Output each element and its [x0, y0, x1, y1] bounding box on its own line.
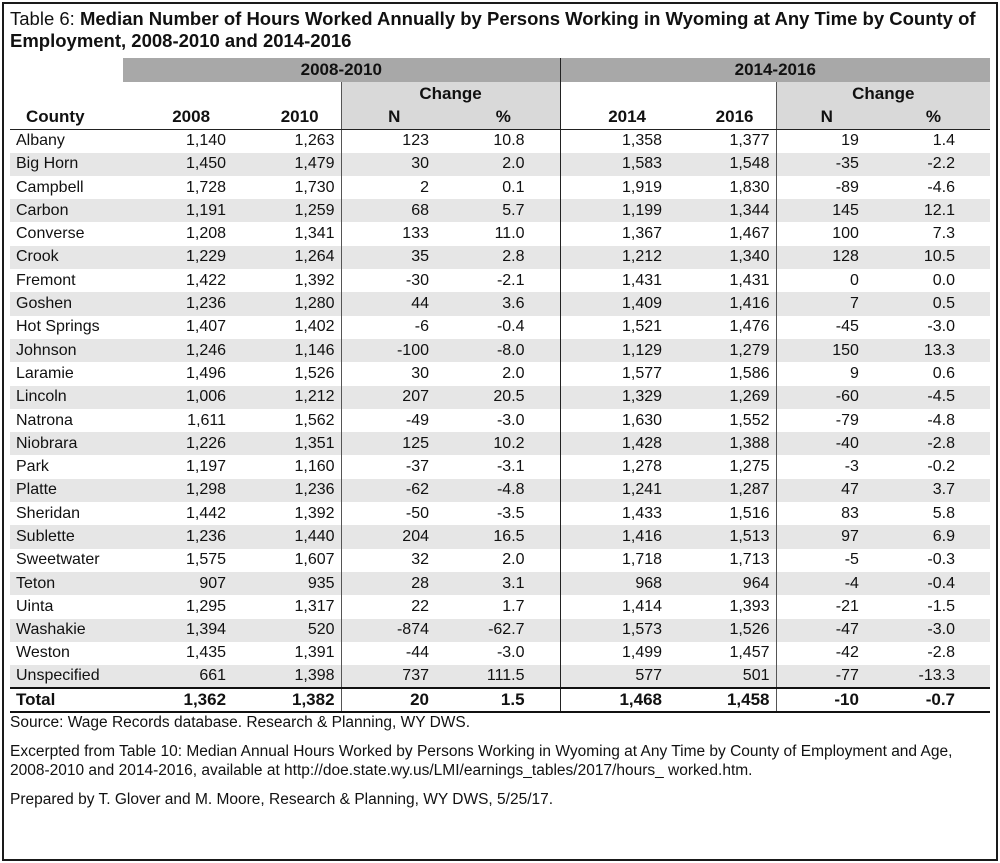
column-header-pct-2: % — [877, 105, 990, 129]
change-n-cell: 7 — [776, 292, 877, 315]
change-n-cell: 44 — [341, 292, 447, 315]
change-pct-cell: 0.1 — [502, 178, 525, 196]
county-cell: Johnson — [10, 339, 123, 362]
change-n-cell: -874 — [341, 619, 447, 642]
county-cell: Uinta — [16, 597, 54, 615]
value-2010-cell: 1,392 — [294, 504, 335, 522]
change-n-cell: -30 — [341, 269, 447, 292]
value-2014-cell: 1,416 — [560, 525, 668, 548]
county-cell: Albany — [16, 132, 65, 150]
column-header-2016: 2016 — [668, 105, 776, 129]
county-cell: Natrona — [16, 411, 73, 429]
value-2016-cell: 1,513 — [668, 525, 776, 548]
change-pct-cell: -1.5 — [927, 597, 955, 615]
change-pct-cell: -0.2 — [927, 458, 955, 476]
change-n-cell: -62 — [341, 479, 447, 502]
change-pct-cell: -3.0 — [496, 644, 525, 662]
value-2010-cell: 1,317 — [294, 597, 335, 615]
change-n-cell: 30 — [341, 362, 447, 385]
county-cell: Fremont — [16, 271, 76, 289]
change-pct-cell: -4.6 — [927, 178, 955, 196]
value-2016-cell: 1,526 — [668, 619, 776, 642]
county-cell: Platte — [10, 479, 123, 502]
value-2016-cell: 1,431 — [729, 271, 770, 289]
change-n-cell: -44 — [341, 642, 447, 665]
value-2010-cell: 1,402 — [294, 318, 335, 336]
column-header-2008: 2008 — [123, 105, 232, 129]
value-2008-cell: 1,229 — [123, 246, 232, 269]
change-pct-cell: -2.8 — [877, 432, 990, 455]
change-n-cell: -35 — [776, 153, 877, 176]
change-n-cell: 123 — [341, 129, 447, 152]
change-n-cell: 150 — [776, 339, 877, 362]
value-2016-cell: 1,458 — [668, 688, 776, 711]
county-cell: Niobrara — [10, 432, 123, 455]
change-n-cell: 133 — [341, 222, 447, 245]
table-row — [10, 362, 990, 385]
table-row — [10, 246, 990, 269]
table-row — [10, 665, 990, 688]
county-cell: Carbon — [10, 199, 123, 222]
change-pct-cell: -4.5 — [877, 386, 990, 409]
value-2014-cell: 968 — [560, 572, 668, 595]
change-n-cell: 35 — [341, 246, 447, 269]
value-2010-cell: 1,146 — [232, 339, 341, 362]
value-2016-cell: 1,552 — [729, 411, 770, 429]
value-2014-cell: 1,499 — [560, 642, 668, 665]
value-2010-cell: 1,264 — [232, 246, 341, 269]
change-n-cell: 30 — [341, 153, 447, 176]
county-cell: Converse — [16, 225, 85, 243]
change-pct-cell: -3.0 — [496, 411, 525, 429]
period-header-2008-2010: 2008-2010 — [123, 58, 560, 82]
value-2014-cell: 1,212 — [560, 246, 668, 269]
value-2014-cell: 577 — [560, 665, 668, 688]
value-2014-cell: 1,521 — [560, 316, 668, 339]
value-2008-cell: 1,236 — [123, 292, 232, 315]
change-n-cell: 68 — [341, 199, 447, 222]
value-2008-cell: 1,496 — [185, 364, 227, 382]
value-2016-cell: 1,548 — [668, 153, 776, 176]
value-2010-cell: 1,263 — [294, 132, 335, 150]
blank-header-cell — [560, 82, 668, 105]
value-2016-cell: 1,586 — [729, 364, 770, 382]
change-n-cell: -5 — [776, 549, 877, 572]
change-pct-cell: 3.7 — [877, 479, 990, 502]
change-header-2: Change — [776, 82, 990, 105]
table-row — [10, 199, 990, 222]
value-2008-cell: 1,575 — [185, 551, 227, 569]
table-row — [10, 316, 990, 339]
value-2014-cell: 1,199 — [560, 199, 668, 222]
value-2014-cell: 1,329 — [560, 386, 668, 409]
value-2010-cell: 1,730 — [294, 178, 335, 196]
change-n-cell: -42 — [776, 642, 877, 665]
change-pct-cell: 16.5 — [447, 525, 560, 548]
table-row — [10, 339, 990, 362]
blank-header-cell — [10, 58, 123, 82]
blank-header-cell — [668, 82, 776, 105]
county-cell: Hot Springs — [16, 318, 100, 336]
value-2008-cell: 1,394 — [123, 619, 232, 642]
change-pct-cell: -3.0 — [927, 318, 955, 336]
value-2016-cell: 1,275 — [729, 458, 770, 476]
table-title — [10, 8, 990, 52]
change-pct-cell: -3.1 — [496, 458, 525, 476]
value-2014-cell: 1,367 — [560, 222, 668, 245]
value-2010-cell: 1,391 — [294, 644, 335, 662]
value-2008-cell: 1,298 — [123, 479, 232, 502]
value-2010-cell: 1,398 — [232, 665, 341, 688]
value-2008-cell: 1,611 — [187, 411, 227, 429]
value-2016-cell: 1,467 — [729, 225, 770, 243]
source-note: Source: Wage Records database. Research & Planning, WY DWS. — [10, 714, 471, 731]
change-n-cell: 128 — [776, 246, 877, 269]
column-header-n-1: N — [341, 105, 447, 129]
change-n-cell: -60 — [776, 386, 877, 409]
value-2016-cell: 1,344 — [668, 199, 776, 222]
change-n-cell: 32 — [341, 549, 447, 572]
county-cell: Campbell — [16, 178, 84, 196]
change-n-cell: 19 — [776, 129, 877, 152]
value-2014-cell: 1,414 — [560, 595, 668, 618]
county-cell: Total — [10, 688, 123, 711]
change-pct-cell: 2.8 — [447, 246, 560, 269]
change-n-cell: -100 — [341, 339, 447, 362]
blank-header-cell — [10, 82, 123, 105]
column-header-n-2: N — [776, 105, 877, 129]
hours-worked-table — [10, 58, 990, 713]
table-row — [10, 176, 990, 199]
change-n-cell: -45 — [776, 316, 877, 339]
table-number: Table 6: — [10, 8, 75, 29]
change-n-cell: -77 — [776, 665, 877, 688]
table-row — [10, 549, 990, 572]
county-cell: Teton — [10, 572, 123, 595]
change-pct-cell: -4.8 — [927, 411, 955, 429]
value-2016-cell: 1,287 — [668, 479, 776, 502]
change-pct-cell: -8.0 — [447, 339, 560, 362]
total-row — [10, 688, 990, 711]
value-2010-cell: 1,382 — [232, 688, 341, 711]
value-2016-cell: 1,279 — [668, 339, 776, 362]
change-n-cell: -50 — [341, 502, 447, 525]
change-n-cell: 9 — [776, 362, 877, 385]
period-header-2014-2016: 2014-2016 — [560, 58, 990, 82]
value-2010-cell: 1,280 — [232, 292, 341, 315]
value-2010-cell: 1,236 — [232, 479, 341, 502]
change-n-cell: -37 — [341, 455, 447, 478]
change-pct-cell: -62.7 — [447, 619, 560, 642]
value-2016-cell: 1,377 — [729, 132, 770, 150]
table-title-text: Median Number of Hours Worked Annually by Persons Working in Wyoming at Any Time by County of Employment, 2008-2010 and 2014-2016 — [10, 8, 976, 51]
table-row — [10, 432, 990, 455]
change-pct-cell: -0.7 — [877, 688, 990, 711]
column-header-2010: 2010 — [232, 105, 341, 129]
value-2008-cell: 1,246 — [123, 339, 232, 362]
value-2008-cell: 1,435 — [185, 644, 227, 662]
change-pct-cell: -0.3 — [927, 551, 955, 569]
change-pct-cell: 10.5 — [877, 246, 990, 269]
table-row — [10, 595, 990, 618]
change-n-cell: 125 — [341, 432, 447, 455]
change-n-cell: -40 — [776, 432, 877, 455]
value-2016-cell: 964 — [668, 572, 776, 595]
change-n-cell: -4 — [776, 572, 877, 595]
table-notes — [10, 713, 990, 819]
excerpt-note: Excerpted from Table 10: Median Annual Hours Worked by Persons Working in Wyoming at Any Time by County of Employment and Age, 2008-2010 and 2014-2016, available at http://doe.state.wy.us/LMI/earnings_tables/2017/hours_ worked.htm. — [10, 743, 953, 779]
table-row — [10, 292, 990, 315]
change-pct-cell: -2.1 — [496, 271, 525, 289]
change-pct-cell: 1.4 — [932, 132, 955, 150]
value-2014-cell: 1,431 — [560, 269, 668, 292]
column-header-2014: 2014 — [560, 105, 668, 129]
table-row — [10, 572, 990, 595]
table-row — [10, 642, 990, 665]
change-n-cell: -89 — [776, 176, 877, 199]
change-pct-cell: -3.0 — [877, 619, 990, 642]
change-pct-cell: 11.0 — [494, 225, 525, 243]
change-n-cell: -49 — [341, 409, 447, 432]
change-n-cell: -21 — [776, 595, 877, 618]
value-2010-cell: 1,259 — [232, 199, 341, 222]
value-2016-cell: 1,713 — [729, 551, 770, 569]
change-pct-cell: 6.9 — [877, 525, 990, 548]
county-cell: Laramie — [16, 364, 74, 382]
value-2008-cell: 1,140 — [185, 132, 227, 150]
change-n-cell: 97 — [776, 525, 877, 548]
change-n-cell: 207 — [341, 386, 447, 409]
change-pct-cell: 20.5 — [447, 386, 560, 409]
county-cell: Sublette — [10, 525, 123, 548]
change-pct-cell: 1.5 — [447, 688, 560, 711]
change-n-cell: 47 — [776, 479, 877, 502]
table-row — [10, 525, 990, 548]
value-2010-cell: 1,392 — [294, 271, 335, 289]
table-row — [10, 386, 990, 409]
table-row — [10, 479, 990, 502]
change-pct-cell: 0.5 — [877, 292, 990, 315]
change-n-cell: -3 — [776, 455, 877, 478]
county-cell: Weston — [16, 644, 70, 662]
value-2008-cell: 1,442 — [185, 504, 227, 522]
value-2010-cell: 1,351 — [232, 432, 341, 455]
value-2008-cell: 1,236 — [123, 525, 232, 548]
table-row — [10, 502, 990, 525]
change-n-cell: -47 — [776, 619, 877, 642]
change-pct-cell: 3.1 — [447, 572, 560, 595]
change-n-cell: 145 — [776, 199, 877, 222]
change-pct-cell: 1.7 — [502, 597, 525, 615]
change-n-cell: 100 — [776, 222, 877, 245]
change-pct-cell: 0.0 — [932, 271, 955, 289]
county-cell: Goshen — [10, 292, 123, 315]
value-2010-cell: 1,562 — [294, 411, 335, 429]
blank-header-cell — [123, 82, 232, 105]
value-2016-cell: 1,340 — [668, 246, 776, 269]
county-cell: Lincoln — [10, 386, 123, 409]
value-2016-cell: 1,393 — [729, 597, 770, 615]
table-row — [10, 222, 990, 245]
change-pct-cell: 2.0 — [447, 153, 560, 176]
change-pct-cell: 12.1 — [877, 199, 990, 222]
county-cell: Unspecified — [10, 665, 123, 688]
table-row — [10, 269, 990, 292]
change-pct-cell: -3.5 — [496, 504, 525, 522]
change-pct-cell: 5.8 — [932, 504, 955, 522]
value-2010-cell: 520 — [232, 619, 341, 642]
table-body — [10, 129, 990, 711]
change-pct-cell: 10.8 — [493, 132, 525, 150]
value-2010-cell: 1,607 — [294, 551, 335, 569]
change-n-cell: 2 — [341, 176, 447, 199]
value-2008-cell: 661 — [123, 665, 232, 688]
change-pct-cell: 111.5 — [447, 665, 560, 688]
value-2014-cell: 1,278 — [560, 455, 668, 478]
value-2010-cell: 1,479 — [232, 153, 341, 176]
table-row — [10, 619, 990, 642]
county-column-header: County — [10, 105, 123, 129]
county-cell: Sweetwater — [16, 551, 100, 569]
value-2014-cell: 1,129 — [560, 339, 668, 362]
value-2008-cell: 1,450 — [123, 153, 232, 176]
value-2016-cell: 1,516 — [729, 504, 770, 522]
value-2016-cell: 1,830 — [729, 178, 770, 196]
change-pct-cell: 10.2 — [447, 432, 560, 455]
change-n-cell: 20 — [341, 688, 447, 711]
value-2014-cell: 1,718 — [560, 549, 668, 572]
table-row — [10, 409, 990, 432]
value-2008-cell: 907 — [123, 572, 232, 595]
value-2014-cell: 1,428 — [560, 432, 668, 455]
change-pct-cell: -0.4 — [496, 318, 525, 336]
value-2016-cell: 1,269 — [668, 386, 776, 409]
column-header-pct-1: % — [447, 105, 560, 129]
value-2008-cell: 1,197 — [185, 458, 227, 476]
change-pct-cell: 7.3 — [932, 225, 955, 243]
value-2016-cell: 1,476 — [729, 318, 770, 336]
change-n-cell: -6 — [341, 316, 447, 339]
change-n-cell: 28 — [341, 572, 447, 595]
value-2010-cell: 1,341 — [294, 225, 335, 243]
value-2008-cell: 1,226 — [123, 432, 232, 455]
value-2008-cell: 1,208 — [185, 225, 227, 243]
change-pct-cell: -2.8 — [927, 644, 955, 662]
change-pct-cell: -2.2 — [877, 153, 990, 176]
table-row — [10, 153, 990, 176]
value-2008-cell: 1,728 — [185, 178, 227, 196]
value-2010-cell: 1,440 — [232, 525, 341, 548]
value-2008-cell: 1,422 — [185, 271, 227, 289]
change-pct-cell: -4.8 — [447, 479, 560, 502]
change-pct-cell: 2.0 — [502, 364, 525, 382]
value-2014-cell: 1,433 — [560, 502, 668, 525]
change-n-cell: 0 — [776, 269, 877, 292]
value-2008-cell: 1,295 — [185, 597, 227, 615]
county-cell: Park — [16, 458, 49, 476]
change-n-cell: 737 — [341, 665, 447, 688]
value-2008-cell: 1,006 — [123, 386, 232, 409]
county-cell: Sheridan — [16, 504, 81, 522]
change-n-cell: -10 — [776, 688, 877, 711]
change-pct-cell: -13.3 — [877, 665, 990, 688]
change-pct-cell: 2.0 — [502, 551, 525, 569]
change-pct-cell: -0.4 — [877, 572, 990, 595]
value-2014-cell: 1,409 — [560, 292, 668, 315]
county-cell: Washakie — [10, 619, 123, 642]
value-2014-cell: 1,919 — [560, 176, 668, 199]
change-pct-cell: 0.6 — [932, 364, 955, 382]
county-cell: Crook — [10, 246, 123, 269]
value-2014-cell: 1,358 — [560, 129, 668, 152]
change-n-cell: 22 — [341, 595, 447, 618]
change-header-1: Change — [341, 82, 560, 105]
table-row — [10, 129, 990, 152]
value-2014-cell: 1,630 — [560, 409, 668, 432]
value-2016-cell: 1,457 — [729, 644, 770, 662]
county-cell: Big Horn — [10, 153, 123, 176]
value-2016-cell: 1,416 — [668, 292, 776, 315]
value-2014-cell: 1,577 — [560, 362, 668, 385]
value-2016-cell: 1,388 — [668, 432, 776, 455]
value-2014-cell: 1,573 — [560, 619, 668, 642]
value-2010-cell: 935 — [232, 572, 341, 595]
value-2014-cell: 1,583 — [560, 153, 668, 176]
value-2014-cell: 1,468 — [560, 688, 668, 711]
table-row — [10, 455, 990, 478]
change-pct-cell: 3.6 — [447, 292, 560, 315]
value-2008-cell: 1,407 — [185, 318, 227, 336]
value-2014-cell: 1,241 — [560, 479, 668, 502]
value-2008-cell: 1,362 — [123, 688, 232, 711]
blank-header-cell — [232, 82, 341, 105]
value-2010-cell: 1,526 — [294, 364, 335, 382]
value-2010-cell: 1,160 — [294, 458, 335, 476]
value-2010-cell: 1,212 — [232, 386, 341, 409]
prepared-by-note: Prepared by T. Glover and M. Moore, Research & Planning, WY DWS, 5/25/17. — [10, 791, 554, 808]
change-n-cell: 204 — [341, 525, 447, 548]
change-n-cell: -79 — [776, 409, 877, 432]
change-n-cell: 83 — [776, 502, 877, 525]
change-pct-cell: 13.3 — [877, 339, 990, 362]
value-2016-cell: 501 — [668, 665, 776, 688]
value-2008-cell: 1,191 — [123, 199, 232, 222]
change-pct-cell: 5.7 — [447, 199, 560, 222]
